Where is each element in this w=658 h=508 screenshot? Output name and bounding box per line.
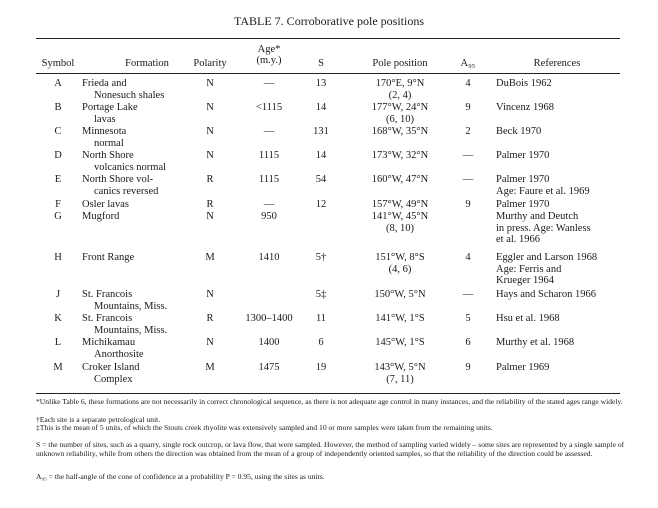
- table-top-rule: [36, 38, 620, 39]
- row-symbol-line: H: [54, 252, 62, 263]
- row-references-line: Palmer 1970: [496, 174, 550, 185]
- row-references-line: Eggler and Larson 1968: [496, 252, 598, 263]
- row-s: [306, 313, 336, 325]
- row-symbol-line: G: [54, 211, 62, 222]
- row-age-line: 1475: [258, 362, 280, 373]
- row-references-line: Krueger 1964: [496, 275, 555, 286]
- row-polarity: [182, 211, 238, 223]
- row-symbol-line: E: [54, 174, 62, 185]
- row-formation-line: Mountains, Miss.: [94, 300, 168, 312]
- row-pole-position-line: 168°W, 35°N: [371, 126, 429, 137]
- row-age: [237, 102, 301, 114]
- row-formation-line: Osler lavas: [82, 199, 129, 210]
- row-age: [237, 252, 301, 264]
- row-pole-position: [352, 337, 448, 349]
- row-a95: [453, 362, 483, 374]
- row-s-line: 13: [315, 78, 327, 89]
- row-symbol-line: J: [55, 289, 61, 300]
- header-pole-position: Pole position: [372, 58, 428, 69]
- row-age: [237, 199, 301, 211]
- row-pole-position-line: 177°W, 24°N: [371, 102, 429, 113]
- row-s: [306, 174, 336, 186]
- row-s-line: 14: [315, 150, 327, 161]
- row-a95-line: 9: [465, 362, 471, 373]
- row-a95: [453, 252, 483, 264]
- row-a95-line: —: [462, 174, 474, 185]
- row-age-line: —: [263, 199, 275, 210]
- row-s: [306, 362, 336, 374]
- row-polarity: [182, 252, 238, 264]
- row-s-line: 11: [315, 313, 327, 324]
- row-pole-position: [352, 174, 448, 186]
- row-references: [496, 289, 626, 301]
- row-pole-position: [352, 102, 448, 125]
- row-formation-line: Mugford: [82, 211, 120, 222]
- header-age: [237, 44, 301, 66]
- row-age-line: 950: [261, 211, 277, 222]
- row-a95-line: 6: [465, 337, 471, 348]
- row-a95-line: —: [462, 289, 474, 300]
- row-a95-line: 9: [465, 199, 471, 210]
- row-references: [496, 78, 626, 90]
- row-references: [496, 150, 626, 162]
- row-a95: [453, 150, 483, 162]
- row-polarity-line: N: [206, 78, 214, 89]
- row-symbol-line: M: [53, 362, 63, 373]
- row-formation-line: Anorthosite: [94, 348, 144, 360]
- row-polarity-line: M: [205, 362, 215, 373]
- row-age: [237, 174, 301, 186]
- row-references-line: Age: Ferris and: [496, 263, 562, 275]
- table-bottom-rule: [36, 393, 620, 394]
- row-a95-line: —: [462, 150, 474, 161]
- row-a95: [453, 337, 483, 349]
- row-pole-position: [352, 362, 448, 385]
- row-formation-line: Complex: [94, 373, 133, 385]
- row-symbol: [36, 337, 80, 349]
- row-pole-position-line: 141°W, 1°S: [375, 313, 425, 324]
- row-polarity: [182, 126, 238, 138]
- row-a95-line: 5: [465, 313, 471, 324]
- row-symbol: [36, 289, 80, 301]
- row-references-line: Palmer 1970: [496, 199, 550, 210]
- row-references: [496, 362, 626, 374]
- row-pole-position-line: (4, 6): [388, 263, 412, 275]
- header-formation: Formation: [125, 58, 169, 69]
- row-pole-position-line: 150°W, 5°N: [374, 289, 426, 300]
- row-age-line: 1115: [258, 150, 280, 161]
- row-formation-line: normal: [94, 137, 124, 149]
- row-s-line: 12: [315, 199, 327, 210]
- row-symbol-line: B: [54, 102, 62, 113]
- row-pole-position-line: 151°W, 8°S: [375, 252, 425, 263]
- row-polarity: [182, 362, 238, 374]
- row-symbol: [36, 199, 80, 211]
- row-symbol-line: D: [54, 150, 62, 161]
- row-polarity-line: N: [206, 150, 214, 161]
- row-references-line: Murthy and Deutch: [496, 211, 579, 222]
- row-s-line: 14: [315, 102, 327, 113]
- row-age-line: —: [263, 126, 275, 137]
- row-symbol: [36, 362, 80, 374]
- row-s-line: 19: [315, 362, 327, 373]
- row-age-line: <1115: [255, 102, 283, 113]
- row-symbol: [36, 150, 80, 162]
- footnote: †Each site is a separate petrological unit.: [36, 415, 161, 424]
- row-a95-line: 4: [465, 252, 471, 263]
- row-symbol: [36, 211, 80, 223]
- row-age: [237, 126, 301, 138]
- row-pole-position-line: (8, 10): [386, 222, 414, 234]
- row-a95-line: 2: [465, 126, 471, 137]
- row-a95: [453, 174, 483, 186]
- row-symbol: [36, 126, 80, 138]
- row-polarity-line: R: [206, 174, 214, 185]
- row-polarity: [182, 289, 238, 301]
- row-s: [306, 102, 336, 114]
- row-pole-position: [352, 126, 448, 138]
- row-s-line: 6: [318, 337, 324, 348]
- table-header-rule: [36, 73, 620, 74]
- row-references: [496, 252, 626, 287]
- row-pole-position-line: 173°W, 32°N: [371, 150, 429, 161]
- row-pole-position: [352, 252, 448, 275]
- row-symbol: [36, 78, 80, 90]
- row-symbol-line: C: [54, 126, 62, 137]
- row-polarity: [182, 199, 238, 211]
- row-formation-line: Frieda and: [82, 78, 127, 89]
- row-formation-line: St. Francois: [82, 289, 133, 300]
- row-age: [237, 313, 301, 325]
- row-a95-line: 4: [465, 78, 471, 89]
- row-formation-line: St. Francois: [82, 313, 133, 324]
- row-pole-position: [352, 78, 448, 101]
- row-references-line: Palmer 1969: [496, 362, 550, 373]
- row-pole-position-line: (2, 4): [388, 89, 412, 101]
- row-age: [237, 150, 301, 162]
- row-age: [237, 362, 301, 374]
- row-s: [306, 199, 336, 211]
- row-pole-position-line: 145°W, 1°S: [375, 337, 425, 348]
- row-references-line: DuBois 1962: [496, 78, 552, 89]
- footnote: S = the number of sites, such as a quarry, single rock outcrop, or lava flow, that were sampled. However, the method of sampling varied widely – some sites are represented by a single sample of unknown reliability, while from others the direction was obtained from the mean of a group of independently oriented samples, so that the reliability of the direction could be assessed.: [36, 440, 625, 458]
- row-s: [306, 150, 336, 162]
- row-pole-position: [352, 313, 448, 325]
- row-polarity-line: N: [206, 102, 214, 113]
- row-s-line: 131: [313, 126, 329, 137]
- row-age-line: 1115: [258, 174, 280, 185]
- row-formation-line: canics reversed: [94, 185, 159, 197]
- row-pole-position-line: 141°W, 45°N: [371, 211, 429, 222]
- row-polarity-line: N: [206, 126, 214, 137]
- row-symbol: [36, 102, 80, 114]
- row-formation-line: Michikamau: [82, 337, 136, 348]
- row-formation-line: lavas: [94, 113, 116, 125]
- row-references-line: Hsu et al. 1968: [496, 313, 560, 324]
- header-age-line2: (m.y.): [256, 55, 282, 66]
- row-references-line: Palmer 1970: [496, 150, 550, 161]
- row-references-line: Beck 1970: [496, 126, 542, 137]
- row-formation-line: Minnesota: [82, 126, 127, 137]
- row-formation-line: volcanics normal: [94, 161, 167, 173]
- row-pole-position-line: 160°W, 47°N: [371, 174, 429, 185]
- row-references: [496, 211, 626, 246]
- row-references: [496, 313, 626, 325]
- row-formation-line: Croker Island: [82, 362, 140, 373]
- row-formation-line: North Shore: [82, 150, 134, 161]
- row-references: [496, 337, 626, 349]
- row-symbol: [36, 252, 80, 264]
- row-polarity: [182, 313, 238, 325]
- row-pole-position: [352, 150, 448, 162]
- row-pole-position: [352, 199, 448, 211]
- row-symbol-line: F: [55, 199, 61, 210]
- row-s: [306, 289, 336, 301]
- row-pole-position-line: 143°W, 5°N: [374, 362, 426, 373]
- row-pole-position-line: 157°W, 49°N: [371, 199, 429, 210]
- row-formation-line: Mountains, Miss.: [94, 324, 168, 336]
- row-references: [496, 174, 626, 197]
- row-references-line: in press. Age: Wanless: [496, 222, 591, 234]
- header-polarity: Polarity: [193, 58, 227, 69]
- row-references: [496, 199, 626, 211]
- row-age: [237, 78, 301, 90]
- header-references: References: [533, 58, 581, 69]
- row-polarity-line: N: [206, 289, 214, 300]
- row-a95: [453, 102, 483, 114]
- footnote: ‡This is the mean of 5 units, of which the Stouts creek rhyolite was extensively sampled and 10 or more samples were taken from the remaining units.: [36, 423, 493, 432]
- row-references: [496, 126, 626, 138]
- row-formation-line: Portage Lake: [82, 102, 138, 113]
- row-polarity-line: N: [206, 337, 214, 348]
- row-symbol-line: L: [54, 337, 62, 348]
- row-polarity: [182, 337, 238, 349]
- row-pole-position: [352, 289, 448, 301]
- table-caption: TABLE 7. Corroborative pole positions: [233, 14, 424, 28]
- row-formation-line: Nonesuch shales: [94, 89, 165, 101]
- row-a95: [453, 289, 483, 301]
- row-pole-position: [352, 211, 448, 234]
- row-a95-line: 9: [465, 102, 471, 113]
- row-a95: [453, 126, 483, 138]
- row-s: [306, 126, 336, 138]
- row-symbol: [36, 174, 80, 186]
- row-a95: [453, 199, 483, 211]
- row-pole-position-line: (6, 10): [386, 113, 414, 125]
- row-symbol-line: K: [54, 313, 62, 324]
- row-age-line: 1410: [258, 252, 280, 263]
- row-pole-position-line: (7, 11): [386, 373, 414, 385]
- row-s: [306, 78, 336, 90]
- row-references-line: Age: Faure et al. 1969: [496, 185, 590, 197]
- row-references: [496, 102, 626, 114]
- row-polarity: [182, 174, 238, 186]
- row-s: [306, 337, 336, 349]
- footnote: *Unlike Table 6, these formations are not necessarily in correct chronological sequence, as there is not adequate age control in many instances, and the reliability of the stated ages range widely.: [36, 397, 623, 406]
- row-polarity-line: M: [205, 252, 215, 263]
- row-s-line: 5‡: [315, 289, 327, 300]
- row-references-line: et al. 1966: [496, 234, 541, 245]
- row-references-line: Vincenz 1968: [496, 102, 554, 113]
- header-age-line1: Age*: [257, 44, 281, 55]
- header-a95: A₉₅: [460, 58, 476, 69]
- row-formation-line: North Shore vol-: [82, 174, 154, 185]
- footnote: A₉₅ = the half-angle of the cone of confidence at a probability P = 0.95, using the sites as units.: [36, 472, 325, 481]
- row-a95: [453, 313, 483, 325]
- row-age-line: 1300–1400: [245, 313, 293, 324]
- row-polarity: [182, 102, 238, 114]
- row-polarity: [182, 150, 238, 162]
- row-references-line: Murthy et al. 1968: [496, 337, 575, 348]
- row-age: [237, 211, 301, 223]
- row-formation-line: Front Range: [82, 252, 135, 263]
- row-age: [237, 337, 301, 349]
- row-polarity-line: N: [206, 211, 214, 222]
- row-age-line: 1400: [258, 337, 280, 348]
- header-symbol: Symbol: [41, 58, 75, 69]
- row-polarity-line: R: [206, 313, 214, 324]
- row-symbol-line: A: [54, 78, 62, 89]
- row-a95: [453, 78, 483, 90]
- row-pole-position-line: 170°E, 9°N: [375, 78, 425, 89]
- row-polarity-line: R: [206, 199, 214, 210]
- header-s: S: [318, 58, 324, 69]
- row-references-line: Hays and Scharon 1966: [496, 289, 597, 300]
- row-s-line: 5†: [315, 252, 327, 263]
- row-polarity: [182, 78, 238, 90]
- row-age-line: —: [263, 78, 275, 89]
- row-s: [306, 252, 336, 264]
- row-symbol: [36, 313, 80, 325]
- row-s-line: 54: [315, 174, 327, 185]
